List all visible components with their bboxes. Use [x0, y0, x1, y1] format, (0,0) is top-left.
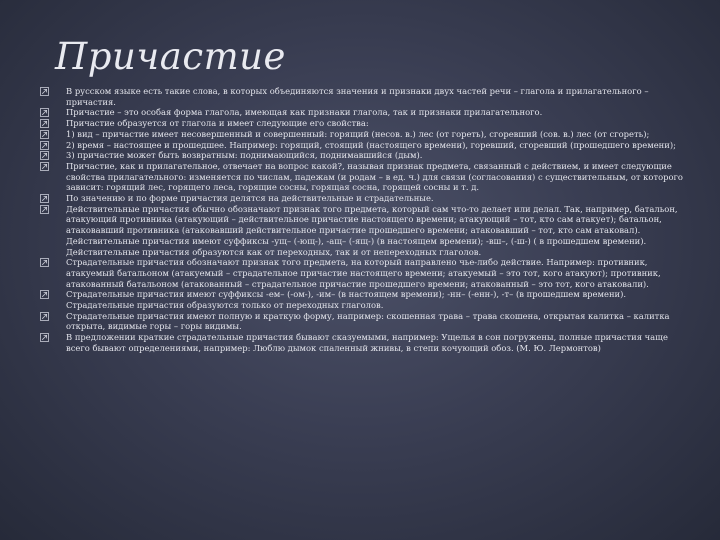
- bullet-item: [40, 86, 688, 107]
- boxed-diagonal-arrow-icon: [40, 312, 49, 321]
- boxed-diagonal-arrow-icon: [40, 141, 49, 150]
- bullet-item: [40, 257, 688, 289]
- boxed-diagonal-arrow-icon: [40, 151, 49, 160]
- bullet-text: Страдательные причастия имеют полную и краткую форму, например: скошенная трава – трава скошена, открытая калитка – калитка открыта, видимые горы – горы видимы.: [66, 310, 670, 332]
- boxed-diagonal-arrow-icon: [40, 333, 49, 342]
- bullet-item: [40, 118, 688, 129]
- bullet-text: Действительные причастия обычно обозначают признак того предмета, который сам что-то делает или делал. Так, например, батальон, атакующий противника (атакующий – действительное причастие настоящего времени; атакующий – тот, кто сам атакует); батальон, атаковавший противника (атаковавший действительное причастие прошедшего времени; атаковавший – тот, кто сам атаковал). Действительные причастия имеют суффиксы -ущ– (-ющ-), -ащ– (-ящ-) (в настоящем времени); -вш–, (-ш-) ( в прошедшем времени). Действительные причастия образуются как от переходных, так и от непереходных глаголов.: [66, 203, 678, 257]
- bullet-text: В русском языке есть такие слова, в которых объединяются значения и признаки двух частей речи – глагола и прилагательного – причастия.: [66, 86, 649, 107]
- bullet-text: В предложении краткие страдательные причастия бывают сказуемыми, например: Ущелья в сон погружены, полные причастия чаще всего бывают определениями, например: Люблю дымок спаленный жнивы, в степи кочующий обоз. (М. Ю. Лермонтов): [66, 332, 668, 353]
- bullet-text: 1) вид – причастие имеет несовершенный и совершенный: горящий (несов. в.) лес (от гореть), сгоревший (сов. в.) лес (от сгореть);: [66, 128, 650, 139]
- boxed-diagonal-arrow-icon: [40, 119, 49, 128]
- bullet-list: [40, 86, 688, 354]
- bullet-text: Страдательные причастия обозначают признак того предмета, на который направлено чье-либо действие. Например: противник, атакуемый батальоном (атакуемый – страдательное причастие настоящего времени; атакуемый – это тот, кого атакуют); противник, атакованный батальоном (атакованный – страдательное причастие прошедшего времени; атакованный – это тот, кого атаковали).: [66, 257, 661, 289]
- boxed-diagonal-arrow-icon: [40, 108, 49, 117]
- bullet-item: [40, 332, 688, 353]
- bullet-item: [40, 193, 688, 204]
- boxed-diagonal-arrow-icon: [40, 290, 49, 299]
- bullet-item: [40, 161, 688, 193]
- boxed-diagonal-arrow-icon: [40, 87, 49, 96]
- bullet-item: [40, 150, 688, 161]
- bullet-text: Страдательные причастия имеют суффиксы -ем– (-ом-), -им– (в настоящем времени); -нн– (-енн-), -т– (в прошедшем времени). Страдательные причастия образуются только от переходных глаголов.: [66, 289, 627, 311]
- bullet-text: 3) причастие может быть возвратным: поднимающийся, поднимавшийся (дым).: [66, 150, 423, 161]
- bullet-text: Причастие, как и прилагательное, отвечает на вопрос какой?, называя признак предмета, связанный с действием, и имеет следующие свойства прилагательного: изменяется по числам, падежам (и родам – в ед. ч.) для связи (согласования) с существительным, от которого зависит: горящий лес, горящего леса, горящие сосны, горящая сосна, горящей сосны и т. д.: [66, 160, 683, 193]
- bullet-text: 2) время – настоящее и прошедшее. Например: горящий, стоящий (настоящего времени), горевший, сгоревший (прошедшего времени);: [66, 139, 676, 150]
- bullet-item: [40, 140, 688, 151]
- boxed-diagonal-arrow-icon: [40, 205, 49, 214]
- boxed-diagonal-arrow-icon: [40, 194, 49, 203]
- slide-title: Причастие: [55, 35, 286, 78]
- bullet-text: Причастие образуется от глагола и имеет следующие его свойства:: [66, 118, 369, 129]
- bullet-text: По значению и по форме причастия делятся на действительные и страдательные.: [66, 193, 434, 204]
- bullet-item: [40, 129, 688, 140]
- bullet-item: [40, 311, 688, 332]
- bullet-item: [40, 107, 688, 118]
- boxed-diagonal-arrow-icon: [40, 162, 49, 171]
- boxed-diagonal-arrow-icon: [40, 258, 49, 267]
- bullet-text: Причастие – это особая форма глагола, имеющая как признаки глагола, так и признаки прилагательного.: [66, 107, 543, 118]
- bullet-item: [40, 289, 688, 310]
- bullet-item: [40, 204, 688, 258]
- boxed-diagonal-arrow-icon: [40, 130, 49, 139]
